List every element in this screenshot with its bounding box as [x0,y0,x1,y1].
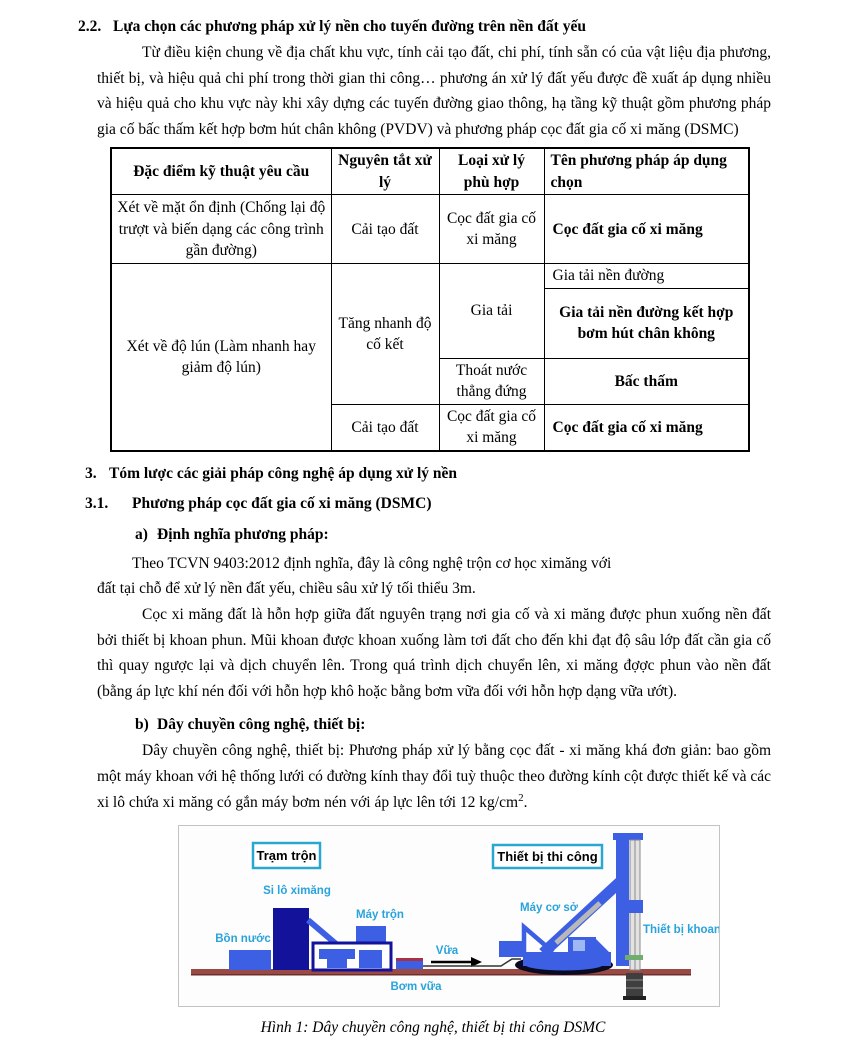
header-technical-requirement: Đặc điểm kỹ thuật yêu cầu [111,148,331,195]
item-a-heading [135,522,771,548]
rig-mast [616,833,629,966]
superscript-2: 2 [518,791,524,804]
rig-front-block [499,941,523,957]
mixer-inner-3 [359,950,382,968]
header-treatment-principle: Nguyên tắt xử lý [331,148,439,195]
section-heading-3-1 [85,491,771,517]
rig-cab-nose [596,939,610,953]
mixer-inner-1 [319,949,355,959]
section-heading-2-2 [78,14,771,40]
cement-silo-label: Si lô ximăng [263,885,331,898]
cell-consolidation: Tăng nhanh độ cố kết [331,264,439,405]
cell-vertical-drain: Thoát nước thẳng đứng [439,358,544,404]
mixer-inner-2 [327,958,347,968]
mixer-label: Máy trộn [356,909,404,922]
rig-label-text: Thiết bị thi công [497,849,598,865]
cell-stability-requirement: Xét về mặt ổn định (Chống lại độ trượt và biến dạng các công trình gần đường) [111,195,331,264]
figure-caption: Hình 1: Dây chuyền công nghệ, thiết bị thi công DSMC [260,1019,606,1037]
base-machine-label: Máy cơ sở [520,902,578,915]
paragraph-tcvn [97,551,771,602]
paragraph-intro: Từ điều kiện chung về địa chất khu vực, tính cải tạo đất, chi phí, tính sẵn có của vật liệu địa phương, thiết bị, và hiệu quả chi phí trong thời gian thi công… phương án xử lý đất yếu được đề xuất áp dụng nhiều và hiệu quả cho khu vực này khi xây dựng các tuyến đường giao thông, hạ tầng kỹ thuật gồm phương pháp gia cố bấc thấm kết hợp bơm hút chân không (PVDV) và phương pháp cọc đất gia cố xi măng (DSMC) [97,44,771,138]
section-title: Lựa chọn các phương pháp xử lý nền cho tuyến đường trên nền đất yếu [113,18,586,35]
paragraph-period: . [523,793,528,811]
cell-soil-improvement-1: Cải tạo đất [331,195,439,264]
rig-body [523,952,611,966]
section-heading-3 [85,461,771,487]
header-suitable-treatment: Loại xử lý phù hợp [439,148,544,195]
paragraph-process: Cọc xi măng đất là hỗn hợp giữa đất nguyên trạng nơi gia cố và xi măng được phun xuống nền đất bởi thiết bị khoan phun. Mũi khoan được khoan xuống làm tơi đất cho đến khi đạt độ sâu lớp đất cần gia cố thì quay ngược lại và dịch chuyển lên. Trong quá trình dịch chuyển lên, xi măng đợợc phun vào nền đất (bằng áp lực khí nén đối với hỗn hợp khô hoặc bằng bơm vữa đối với hỗn hợp dạng vữa ướt). [97,606,771,700]
item-marker: b) [135,716,149,734]
header-selected-method: Tên phương pháp áp dụng chọn [544,148,749,195]
item-b-heading [135,712,771,738]
cell-cement-pile-1: Cọc đất gia cố xi măng [439,195,544,264]
section-number: 2.2. [78,18,102,35]
underground-column-base [623,996,646,1000]
water-tank-label: Bồn nước [215,933,271,946]
rod-clamp-band [625,955,643,960]
section-number: 3. [85,464,97,482]
rig-cab-window [573,940,585,951]
paragraph-line: đất tại chỗ để xử lý nền đất yếu, chiều sâu xử lý tối thiểu 3m. [97,580,476,598]
cell-surcharge-vacuum: Gia tải nền đường kết hợp bơm hút chân không [544,288,749,358]
cell-settlement-requirement: Xét về độ lún (Làm nhanh hay giảm độ lún) [111,264,331,451]
cell-surcharge: Gia tải [439,264,544,359]
mast-slider-block [626,900,643,913]
water-tank-shape [229,950,271,970]
cell-selected-cement-pile-1: Cọc đất gia cố xi măng [544,195,749,264]
pump-red-stripe [396,958,423,961]
cell-soil-improvement-2: Cải tạo đất [331,404,439,451]
mixer-top-shape [356,926,386,944]
drill-equipment-label: Thiết bị khoan [643,924,719,937]
item-title: Định nghĩa phương pháp: [157,525,329,543]
figure-dsmc-diagram [178,825,720,1007]
cement-silo-shape [273,908,309,970]
table-row-settlement-1 [111,264,749,289]
treatment-methods-table [110,147,750,452]
cell-cement-pile-2: Cọc đất gia cố xi măng [439,404,544,451]
table-header-row [111,148,749,195]
section-number: 3.1. [85,494,109,512]
rig-mast-cap [613,833,643,840]
cell-pvd: Bấc thấm [544,358,749,404]
section-title: Phương pháp cọc đất gia cố xi măng (DSMC) [132,494,432,512]
paragraph-text: Dây chuyền công nghệ, thiết bị: Phương pháp xử lý bằng cọc đất - xi măng khá đơn giản: bao gồm một máy khoan với hệ thống lưới có đường kính thay đổi tuỳ thuộc theo đường kính cột được thiết kế và các xi lô chứa xi măng có gắn máy bơm nén với áp lực lên tới 12 kg/cm [97,742,771,811]
paragraph-line: Theo TCVN 9403:2012 định nghĩa, đây là công nghệ trộn cơ học ximăng với [132,554,612,572]
cell-embankment-surcharge: Gia tải nền đường [544,264,749,289]
slurry-label: Vữa [435,945,459,958]
cell-selected-cement-pile-2: Cọc đất gia cố xi măng [544,404,749,451]
ground-shadow [191,974,691,976]
pump-label: Bơm vữa [390,981,442,994]
underground-column [626,973,643,997]
station-label-text: Trạm trộn [256,848,317,864]
section-title: Tóm lược các giải pháp công nghệ áp dụng xử lý nền [109,464,458,482]
dsmc-process-diagram [179,826,719,1006]
item-marker: a) [135,525,148,543]
table-row-stability [111,195,749,264]
item-title: Dây chuyền công nghệ, thiết bị: [157,716,366,734]
paragraph-equipment [97,738,771,815]
